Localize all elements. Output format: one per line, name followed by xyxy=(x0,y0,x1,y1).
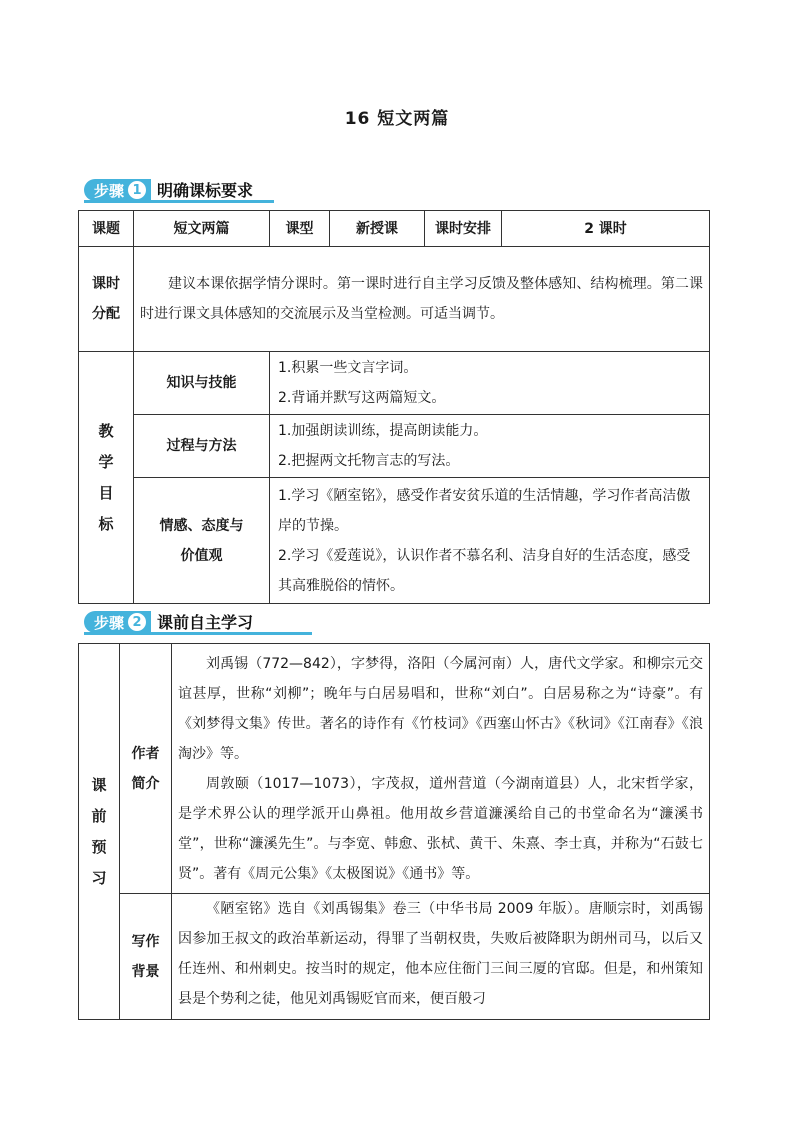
preview-char: 前 xyxy=(91,806,107,825)
step2-underline xyxy=(84,632,312,635)
goal-label xyxy=(79,352,134,604)
step1-label: 明确课标要求 xyxy=(157,180,254,200)
step2-banner xyxy=(84,609,253,635)
process-items xyxy=(270,415,710,478)
step1-banner xyxy=(84,177,253,203)
step1-badge xyxy=(84,179,151,201)
knowledge-items xyxy=(270,352,710,415)
background-label xyxy=(120,894,172,1020)
step1-number: 1 xyxy=(127,180,147,200)
time-header: 课时安排 xyxy=(425,211,502,247)
knowledge-label: 知识与技能 xyxy=(134,352,270,415)
preview-char: 习 xyxy=(91,868,107,887)
topic-header: 课题 xyxy=(79,211,134,247)
step1-underline xyxy=(84,200,274,203)
author-paragraph: 周敦颐（1017—1073），字茂叔，道州营道（今湖南道县）人，北宋哲学家，是学术界公认的理学派开山鼻祖。他用故乡营道濂溪给自己的书堂命名为“濂溪书堂”，世称“濂溪先生”。与李宽、韩愈、张栻、黄干、朱熹、李士真，并称为“石鼓七贤”。著有《周元公集》《太极图说》《通书》等。 xyxy=(178,775,703,882)
list-item: 2.学习《爱莲说》，认识作者不慕名利、洁身自好的生活态度，感受其高雅脱俗的情怀。 xyxy=(278,547,691,594)
author-label xyxy=(120,644,172,894)
author-intro xyxy=(172,644,710,894)
goal-char: 标 xyxy=(98,514,114,533)
author-paragraph: 刘禹锡（772—842），字梦得，洛阳（今属河南）人，唐代文学家。和柳宗元交谊甚厚，世称“刘柳”；晚年与白居易唱和，世称“刘白”。白居易称之为“诗豪”。有《刘梦得文集》传世。著名的诗作有《竹枝词》《西塞山怀古》《秋词》《江南春》《浪淘沙》等。 xyxy=(178,655,703,762)
time-value: 2 课时 xyxy=(502,211,710,247)
page-title: 16 短文两篇 xyxy=(344,109,450,129)
preview-char: 课 xyxy=(91,775,107,794)
emotion-label xyxy=(134,478,270,604)
preview-label xyxy=(79,644,120,1020)
alloc-label-line1: 课时 xyxy=(92,276,120,292)
step2-label: 课前自主学习 xyxy=(157,612,254,632)
background-label-line1: 写作 xyxy=(131,933,160,950)
preview-char: 预 xyxy=(91,837,107,856)
goal-char: 教 xyxy=(98,421,114,440)
step2-badge-text: 步骤 xyxy=(94,613,125,632)
list-item: 1.加强朗读训练，提高朗读能力。 xyxy=(278,423,488,439)
author-label-line2: 简介 xyxy=(131,775,160,792)
type-header: 课型 xyxy=(270,211,330,247)
background-label-line2: 背景 xyxy=(131,963,160,980)
author-label-line1: 作者 xyxy=(131,745,160,762)
alloc-text: 建议本课依据学情分课时。第一课时进行自主学习反馈及整体感知、结构梳理。第二课时进行课文具体感知的交流展示及当堂检测。可适当调节。 xyxy=(134,247,710,352)
topic-value: 短文两篇 xyxy=(134,211,270,247)
goal-char: 目 xyxy=(98,483,114,502)
step2-badge xyxy=(84,611,151,633)
goal-char: 学 xyxy=(98,452,114,471)
emotion-label-line2: 价值观 xyxy=(180,547,223,564)
alloc-label xyxy=(79,247,134,352)
step2-number: 2 xyxy=(127,612,147,632)
list-item: 1.积累一些文言字词。 xyxy=(278,360,418,376)
step1-badge-text: 步骤 xyxy=(94,181,125,200)
type-value: 新授课 xyxy=(330,211,425,247)
preview-table xyxy=(78,643,710,1020)
emotion-items xyxy=(270,478,710,604)
list-item: 2.背诵并默写这两篇短文。 xyxy=(278,390,446,406)
course-requirements-table xyxy=(78,210,710,604)
list-item: 1.学习《陋室铭》，感受作者安贫乐道的生活情趣，学习作者高洁傲岸的节操。 xyxy=(278,487,691,534)
process-label: 过程与方法 xyxy=(134,415,270,478)
alloc-label-line2: 分配 xyxy=(92,306,120,322)
emotion-label-line1: 情感、态度与 xyxy=(159,517,244,534)
background-text: 《陋室铭》选自《刘禹锡集》卷三（中华书局 2009 年版）。唐顺宗时，刘禹锡因参加王叔文的政治革新运动，得罪了当朝权贵，失败后被降职为朗州司马，以后又任连州、和州刺史。按当时的规定，他本应住衙门三间三厦的官邸。但是，和州策知县是个势利之徒，他见刘禹锡贬官而来，便百般刁 xyxy=(172,894,710,1020)
list-item: 2.把握两文托物言志的写法。 xyxy=(278,453,460,469)
